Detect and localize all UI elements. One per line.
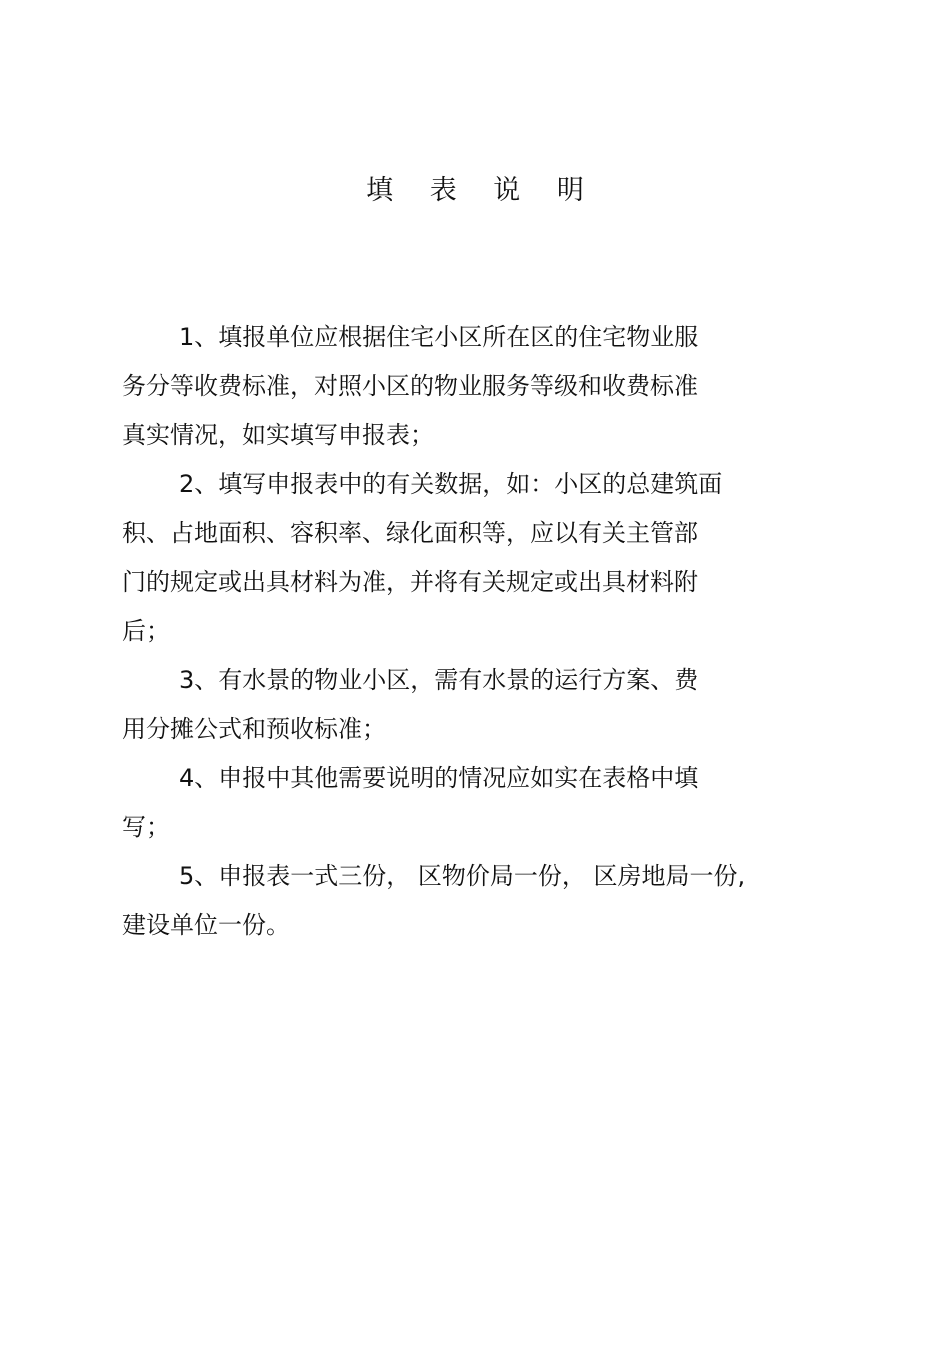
instruction-line: 4、申报中其他需要说明的情况应如实在表格中填 — [179, 764, 699, 792]
instructions-body — [122, 313, 812, 950]
instruction-line: 真实情况，如实填写申报表； — [122, 421, 434, 449]
instruction-line: 2、填写申报表中的有关数据，如：小区的总建筑面 — [179, 470, 723, 498]
instruction-line: 后； — [122, 617, 170, 645]
instruction-line: 建设单位一份。 — [122, 911, 290, 939]
document-title: 填 表 说 明 — [366, 175, 598, 206]
instruction-line: 务分等收费标准，对照小区的物业服务等级和收费标准 — [122, 372, 698, 400]
instruction-line: 写； — [122, 813, 170, 841]
instruction-line: 用分摊公式和预收标准； — [122, 715, 386, 743]
instruction-line: 门的规定或出具材料为准，并将有关规定或出具材料附 — [122, 568, 698, 596]
instruction-item-2 — [122, 460, 812, 656]
instruction-item-1 — [122, 313, 812, 460]
instruction-item-4 — [122, 754, 812, 852]
instruction-item-3 — [122, 656, 812, 754]
instruction-line: 3、有水景的物业小区，需有水景的运行方案、费 — [179, 666, 699, 694]
instruction-line: 积、占地面积、容积率、绿化面积等，应以有关主管部 — [122, 519, 698, 547]
instruction-line: 5、申报表一式三份， 区物价局一份， 区房地局一份, — [179, 862, 746, 890]
instruction-item-5 — [122, 852, 812, 950]
instruction-line: 1、填报单位应根据住宅小区所在区的住宅物业服 — [179, 323, 699, 351]
